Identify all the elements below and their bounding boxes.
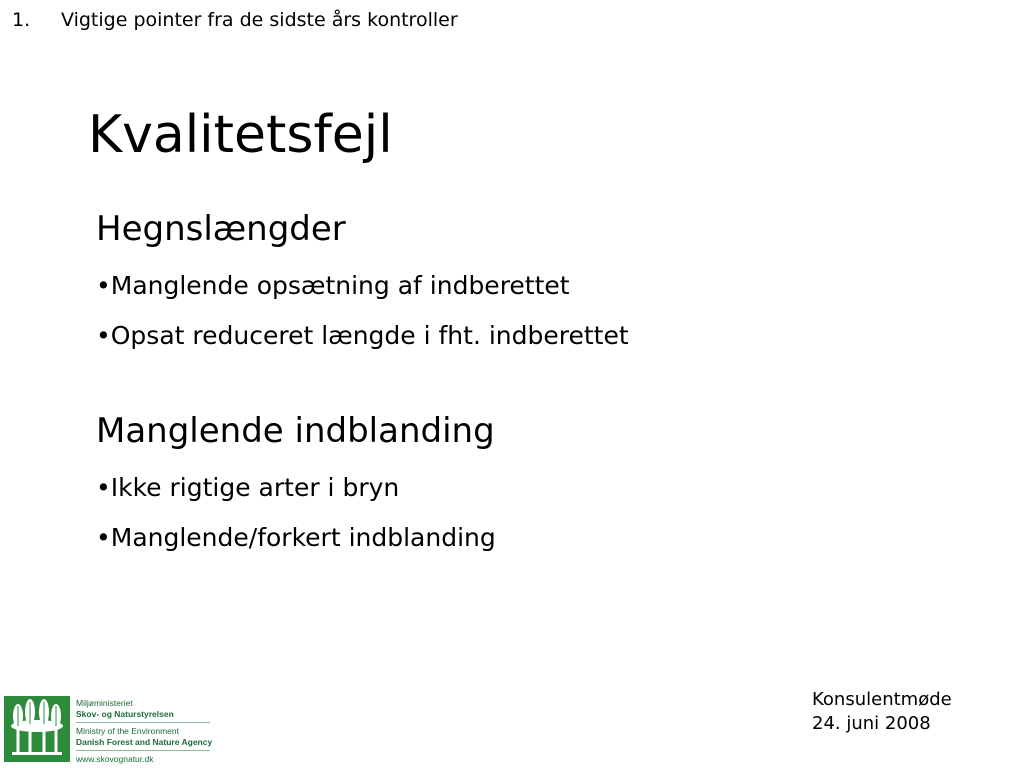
footer-event: Konsulentmøde (812, 689, 952, 710)
logo-divider (76, 750, 210, 751)
logo-website: www.skovognatur.dk (76, 754, 154, 764)
footer-date: 24. juni 2008 (812, 713, 931, 734)
bullet-icon: • (96, 473, 111, 502)
bullet-icon: • (96, 321, 111, 350)
outline-text: Vigtige pointer fra de sidste års kontroller (61, 9, 458, 31)
bullet-text: Ikke rigtige arter i bryn (110, 473, 400, 502)
bullet-text: Manglende/forkert indblanding (110, 523, 496, 552)
section-heading: Hegnslængder (96, 209, 346, 249)
bullet-text: Opsat reduceret længde i fht. indberettet (110, 321, 629, 350)
section-mixing (96, 406, 496, 556)
slide-title: Kvalitetsfejl (88, 105, 393, 165)
outline-number: 1. (12, 9, 31, 31)
bullet-icon: • (96, 523, 111, 552)
logo-agency-danish: Skov- og Naturstyrelsen (76, 709, 174, 719)
ministry-logo (4, 696, 224, 764)
section-fence-lengths (96, 204, 629, 354)
forest-agency-emblem-icon (4, 696, 70, 762)
logo-ministry-english: Ministry of the Environment (76, 726, 179, 736)
outline-item (12, 6, 458, 34)
logo-agency-english: Danish Forest and Nature Agency (76, 737, 213, 747)
section-heading: Manglende indblanding (96, 411, 495, 451)
bullet-icon: • (96, 271, 111, 300)
bullet-item (96, 470, 496, 506)
logo-ministry-danish: Miljøministeriet (76, 698, 133, 708)
logo-text-block (76, 698, 212, 765)
bullet-item (96, 520, 496, 556)
bullet-item (96, 268, 629, 304)
bullet-text: Manglende opsætning af indberettet (110, 271, 570, 300)
footer-meeting-info (812, 688, 952, 736)
bullet-item (96, 318, 629, 354)
logo-divider (76, 722, 210, 723)
